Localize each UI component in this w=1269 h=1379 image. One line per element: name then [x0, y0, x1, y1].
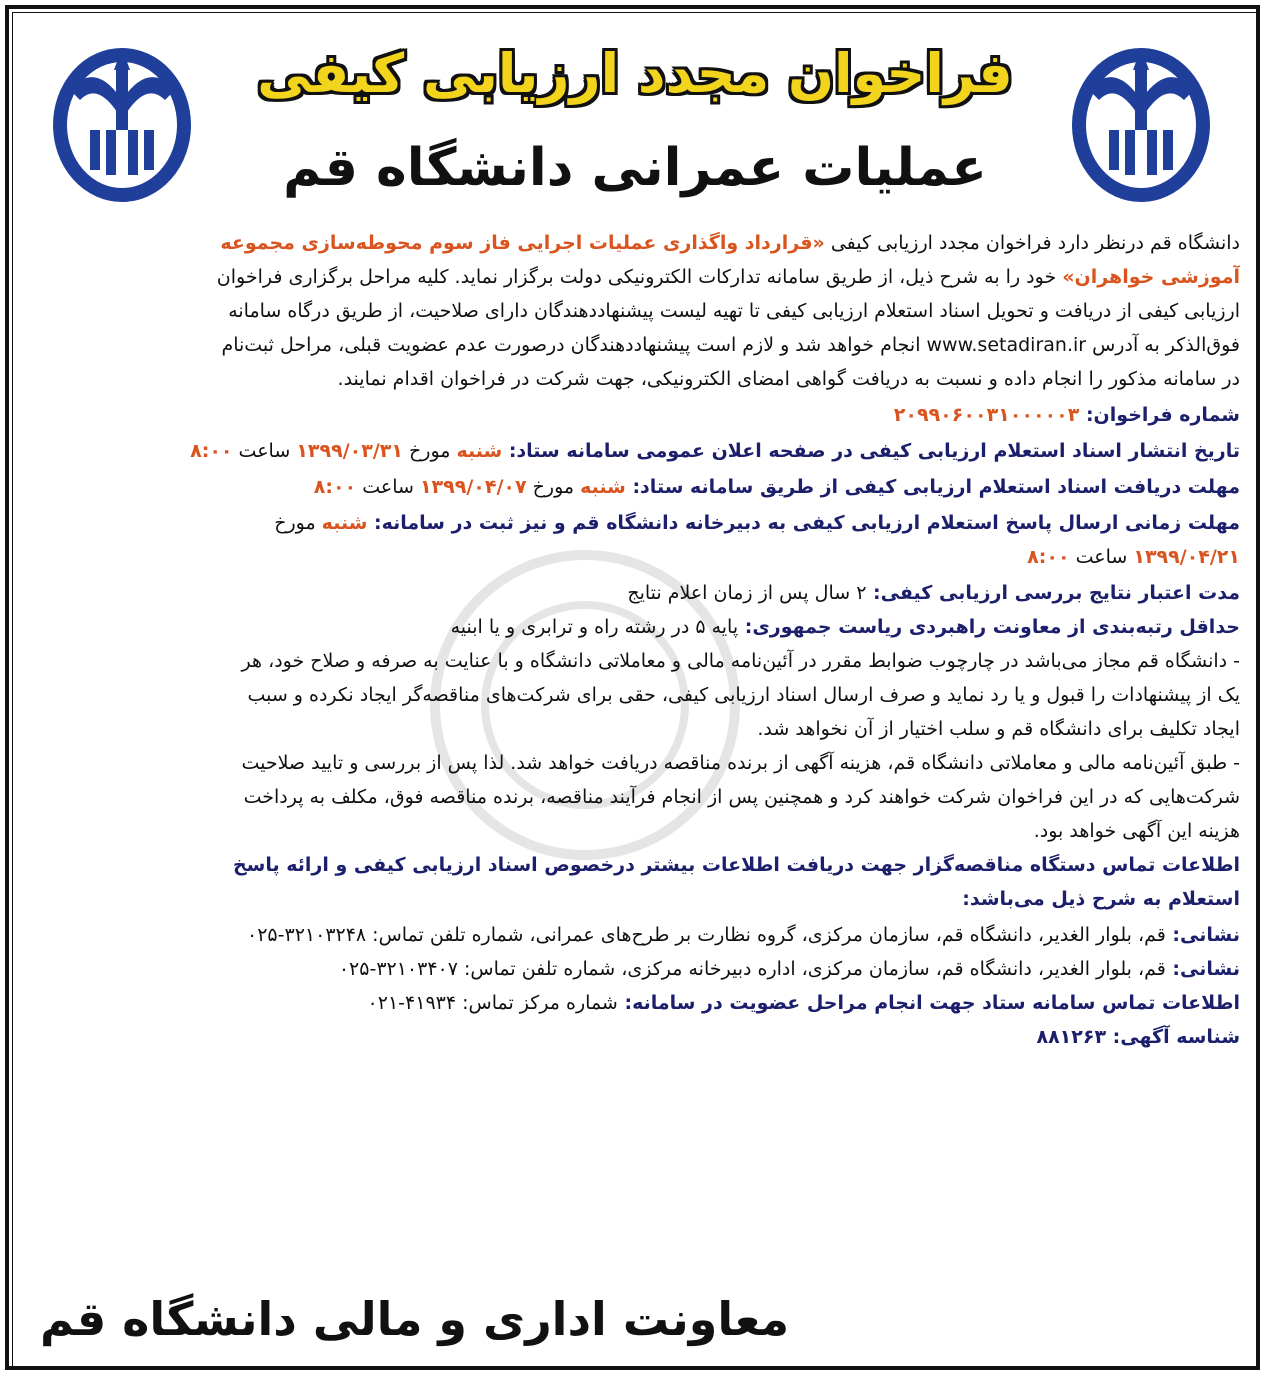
website-link[interactable]: www.setadiran.ir: [926, 334, 1087, 356]
note-2: - طبق آئین‌نامه مالی و معاملاتی دانشگاه قم، هزینه آگهی از برنده مناقصه دریافت خواهد شد. لذا پس از بررسی و تایید صلاحیت شرکت‌هایی که در این فراخوان شرکت خواهند کرد و همچنین پس از انجام فرآیند مناقصه، برنده مناقصه فوق، مکلف به پرداخت هزینه این آگهی خواهد بود.: [241, 752, 1240, 842]
setad-contact: اطلاعات تماس سامانه ستاد جهت انجام مراحل عضویت در سامانه: شماره مرکز تماس: ۴۱۹۳۴-۰۲۱: [367, 992, 1240, 1014]
signature: معاونت اداری و مالی دانشگاه قم: [40, 1292, 790, 1346]
university-logo-icon: [40, 30, 205, 210]
university-logo-icon: [1059, 30, 1224, 210]
sub-title: عملیات عمرانی دانشگاه قم: [283, 138, 987, 198]
validity: مدت اعتبار نتایج بررسی ارزیابی کیفی: ۲ سال پس از زمان اعلام نتایج: [627, 582, 1240, 604]
ad-id: شناسه آگهی: ۸۸۱۲۶۳: [1036, 1026, 1240, 1048]
note-1: - دانشگاه قم مجاز می‌باشد در چارچوب ضوابط مقرر در آئین‌نامه مالی و معاملاتی دانشگاه و با عنایت به صرفه و صلاح خود، هر یک از پیشنهادات را قبول و یا رد نماید و صرف ارسال اسناد ارزیابی کیفی، حقی برای شرکت‌های مناقصه‌گر ایجاد نکرده و سبب ایجاد تکلیف برای دانشگاه قم و سلب اختیار از آن نخواهد شد.: [241, 650, 1240, 740]
receive-deadline: مهلت دریافت اسناد استعلام ارزیابی کیفی از طریق سامانه ستاد: شنبه مورخ ۱۳۹۹/۰۴/۰۷ ساعت ۸:۰۰: [313, 476, 1240, 498]
contact-heading: اطلاعات تماس دستگاه مناقصه‌گزار جهت دریافت اطلاعات بیشتر درخصوص اسناد ارزیابی کیفی و ارائه پاسخ استعلام به شرح ذیل می‌باشد:: [232, 854, 1240, 910]
publish-date: تاریخ انتشار اسناد استعلام ارزیابی کیفی در صفحه اعلان عمومی سامانه ستاد: شنبه مورخ ۱۳۹۹/۰۳/۳۱ ساعت ۸:۰۰: [190, 440, 1240, 462]
address-1: نشانی: قم، بلوار الغدیر، دانشگاه قم، سازمان مرکزی، گروه نظارت بر طرح‌های عمرانی، شماره تلفن تماس: ۳۲۱۰۳۲۴۸-۰۲۵: [247, 924, 1240, 946]
announcement-body: [30, 226, 1240, 1054]
project-title: «قرارداد واگذاری عملیات اجرایی فاز سوم محوطه‌سازی مجموعه: [220, 232, 825, 254]
min-rank: حداقل رتبه‌بندی از معاونت راهبردی ریاست جمهوری: پایه ۵ در رشته راه و ترابری و یا ابنیه: [450, 616, 1240, 638]
project-title-cont: آموزشی خواهران»: [1062, 266, 1240, 288]
tender-number: شماره فراخوان: ۲۰۹۹۰۶۰۰۳۱۰۰۰۰۰۳: [893, 404, 1240, 426]
intro-paragraph: دانشگاه قم درنظر دارد فراخوان مجدد ارزیابی کیفی «قرارداد واگذاری عملیات اجرایی فاز سوم محوطه‌سازی مجموعه آموزشی خواهران» خود را به شرح ذیل، از طریق سامانه تدارکات الکترونیکی دولت برگزار نماید. کلیه مراحل برگزاری فراخوان ارزیابی کیفی از دریافت و تحویل اسناد استعلام ارزیابی کیفی تا تهیه لیست پیشنهاددهندگان دارای صلاحیت، از طریق درگاه سامانه فوق‌الذکر به آدرس www.setadiran.ir انجام خواهد شد و لازم است پیشنهاددهندگان درصورت عدم عضویت قبلی، مراحل ثبت‌نام در سامانه مذکور را انجام داده و نسبت به دریافت گواهی امضای الکترونیکی، جهت شرکت در فراخوان اقدام نمایند.: [216, 232, 1240, 390]
response-deadline: مهلت زمانی ارسال پاسخ استعلام ارزیابی کیفی به دبیرخانه دانشگاه قم و نیز ثبت در سامانه: شنبه مورخ ۱۳۹۹/۰۴/۲۱ ساعت ۸:۰۰: [274, 512, 1240, 568]
address-2: نشانی: قم، بلوار الغدیر، دانشگاه قم، سازمان مرکزی، اداره دبیرخانه مرکزی، شماره تلفن تماس: ۳۲۱۰۳۴۰۷-۰۲۵: [338, 958, 1240, 980]
main-title: فراخوان مجدد ارزیابی کیفی: [257, 42, 1013, 105]
